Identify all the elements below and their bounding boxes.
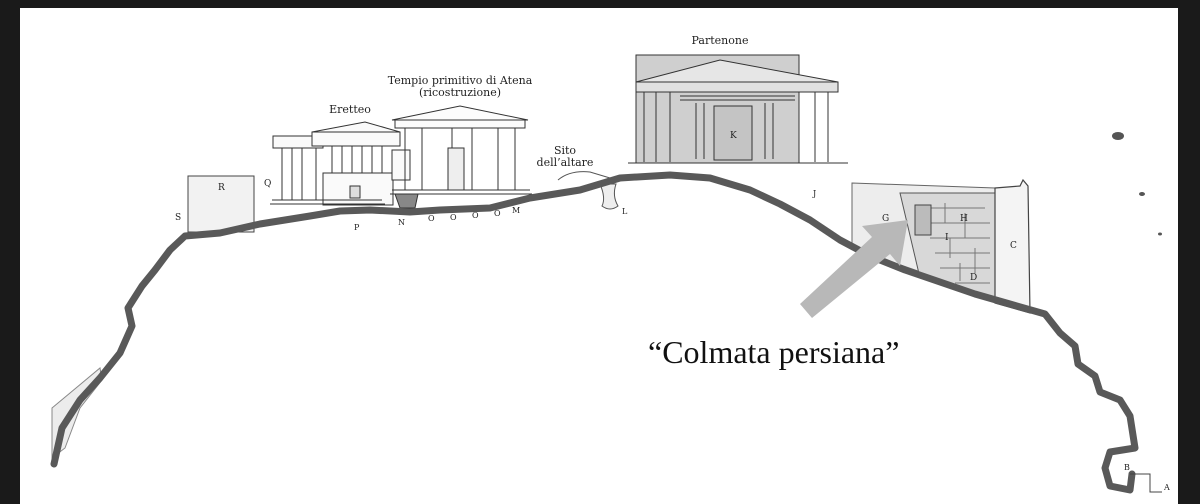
letter-c: C xyxy=(1010,241,1017,251)
label-eretteo: Eretteo xyxy=(329,103,371,116)
letter-b: B xyxy=(1124,463,1130,472)
letter-l: L xyxy=(622,207,628,216)
label-partenone: Partenone xyxy=(691,34,749,47)
letter-a: A xyxy=(1164,483,1170,492)
acropolis-section-diagram xyxy=(20,8,1178,504)
letter-o-2: O xyxy=(450,213,457,222)
letter-s: S xyxy=(175,213,182,223)
letter-i: I xyxy=(945,233,949,243)
erechtheion-drawing xyxy=(270,122,410,205)
letter-r: R xyxy=(218,183,225,193)
letter-q: Q xyxy=(264,179,272,189)
letter-n: N xyxy=(398,218,405,227)
letter-h: H xyxy=(960,214,968,224)
caption-colmata-persiana: “Colmata persiana” xyxy=(648,334,900,370)
letter-o-4: O xyxy=(494,209,501,218)
old-temple-drawing xyxy=(390,106,532,208)
letter-d: D xyxy=(970,273,978,283)
parthenon-drawing xyxy=(628,55,848,163)
letter-k: K xyxy=(730,131,737,141)
label-tempio-line1: Tempio primitivo di Atena xyxy=(387,74,533,87)
retaining-wall xyxy=(995,180,1030,313)
letter-o-3: O xyxy=(472,211,479,220)
label-sito-line1: Sito xyxy=(553,144,577,157)
letter-j: J xyxy=(813,189,817,198)
edge-marks xyxy=(1112,132,1162,236)
label-tempio-line2: (ricostruzione) xyxy=(418,86,502,99)
label-sito-line2: dell’altare xyxy=(536,156,594,169)
letter-m: M xyxy=(512,206,521,215)
letter-p: P xyxy=(354,223,360,232)
letter-o-1: O xyxy=(428,214,435,223)
slide-canvas xyxy=(20,8,1178,504)
letter-g: G xyxy=(882,214,890,224)
